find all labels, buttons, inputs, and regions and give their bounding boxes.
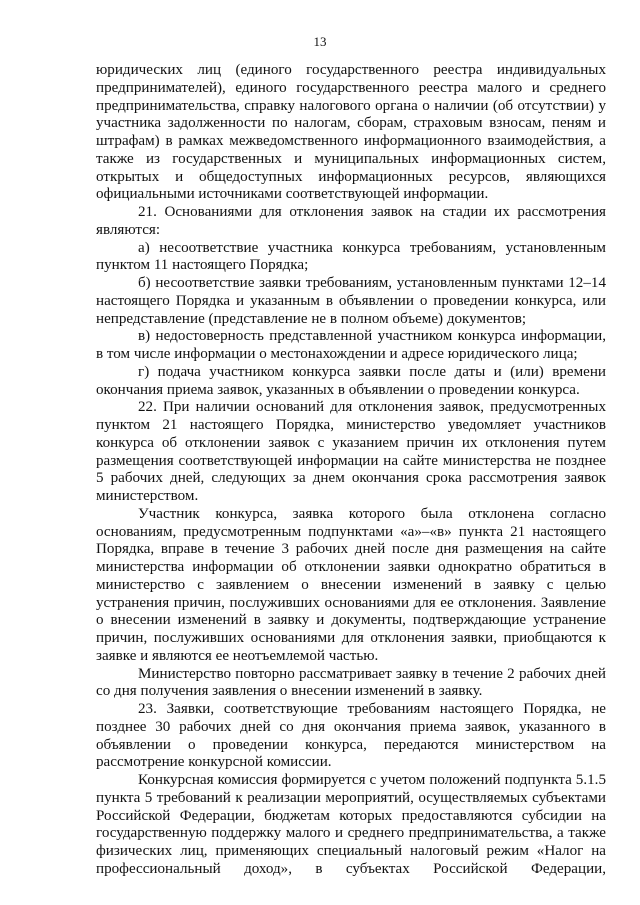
paragraph-21-b: б) несоответствие заявки требованиям, установленным пунктами 12–14 настоящего Порядка и указанным в объявлении о проведении конкурса, или непредставление (представление не в полном объеме) документов; (96, 275, 606, 327)
paragraph-21-g: г) подача участником конкурса заявки после даты и (или) времени окончания приема заявок, указанных в объявлении о проведении конкурса. (96, 363, 606, 398)
paragraph-22-participant: Участник конкурса, заявка которого была отклонена согласно основаниям, предусмотренным подпунктами «а»–«в» пункта 21 настоящего Порядка, вправе в течение 3 рабочих дней после дня размещения на сайте министерства информации об отклонении заявки однократно обратиться в министерство с заявлением о внесении изменений в заявку с целью устранения причин, послуживших основаниями для ее отклонения. Заявление о внесении изменений в заявку и документы, подтверждающие устранение причин, послуживших основаниями для отклонения заявки, приобщаются к заявке и являются ее неотъемлемой частью. (96, 505, 606, 664)
paragraph-21-a: а) несоответствие участника конкурса требованиям, установленным пунктом 11 настоящего Порядка; (96, 239, 606, 274)
paragraph-23: 23. Заявки, соответствующие требованиям настоящего Порядка, не позднее 30 рабочих дней со дня окончания приема заявок, указанного в объявлении о проведении конкурса, передаются министерством на рассмотрение конкурсной комиссии. (96, 701, 606, 771)
page-number: 13 (313, 34, 327, 49)
paragraph-21: 21. Основаниями для отклонения заявок на стадии их рассмотрения являются: (96, 204, 606, 238)
paragraph-continuation: юридических лиц (единого государственного реестра индивидуальных предпринимателей), единого государственного реестра малого и среднего предпринимательства, справку налогового органа о наличии (об отсутствии) у участника задолженности по налогам, сборам, страховым взносам, пеням и штрафам) в рамках межведомственного информационного взаимодействия, а также из государственных и муниципальных информационных систем, открытых и общедоступных информационных ресурсов, являющихся официальными источниками соответствующей информации. (96, 62, 606, 203)
paragraph-21-v: в) недостоверность представленной участником конкурса информации, в том числе информации о местонахождении и адресе юридического лица; (96, 328, 606, 362)
paragraph-22: 22. При наличии оснований для отклонения заявок, предусмотренных пунктом 21 настоящего Порядка, министерство уведомляет участников конкурса об отклонении заявок с указанием причин их отклонения путем размещения соответствующей информации на сайте министерства не позднее 5 рабочих дней, следующих за днем окончания срока рассмотрения заявок министерством. (96, 399, 606, 504)
document-body (96, 62, 606, 879)
paragraph-23-commission: Конкурсная комиссия формируется с учетом положений подпункта 5.1.5 пункта 5 требований к реализации мероприятий, осуществляемых субъектами Российской Федерации, бюджетам которых предоставляются субсидии на государственную поддержку малого и среднего предпринимательства, а также физических лиц, применяющих специальный налоговый режим «Налог на профессиональный доход», в субъектах Российской Федерации, (96, 772, 606, 877)
paragraph-22-repeat-review: Министерство повторно рассматривает заявку в течение 2 рабочих дней со дня получения заявления о внесении изменений в заявку. (96, 665, 606, 700)
